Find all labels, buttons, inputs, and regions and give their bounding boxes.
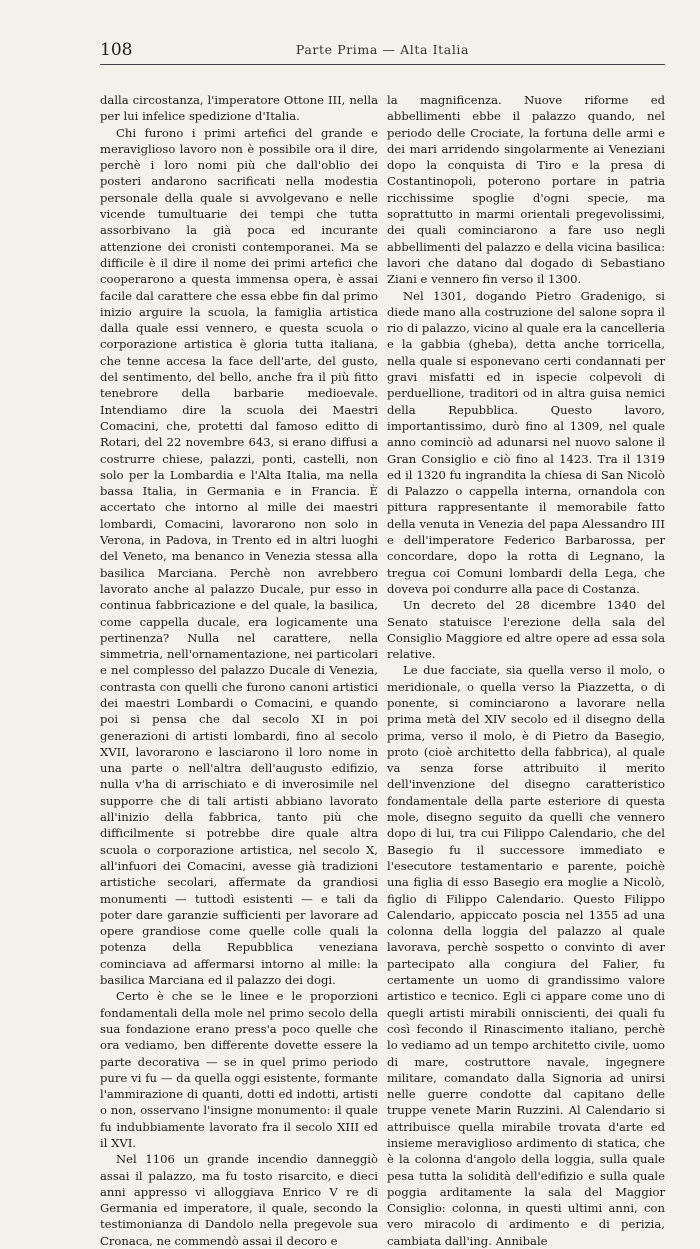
paragraph: Un decreto del 28 dicembre 1340 del Senato statuisce l'erezione della sala del Consiglio Maggiore ed altre opere ad essa sola relative. <box>387 598 665 662</box>
text-columns <box>100 92 665 1248</box>
paragraph: Nel 1301, dogando Pietro Gradenigo, si diede mano alla costruzione del salone sopra il rio di palazzo, vicino al quale era la cancelleria e la gabbia (gheba), detta anche torricella, nella quale si esponevano certi condannati per gravi misfatti ed in ispecie colpevoli di perduellione, traditori od in altra guisa nemici della Repubblica. Questo lavoro, importantissimo, durò fino al 1309, nel quale anno cominciò ad adunarsi nel nuovo salone il Gran Consiglio e ciò fino al 1423. Tra il 1319 ed il 1320 fu ingrandita la chiesa di San Nicolò di Palazzo o cappella interna, ornandola con pittura rappresentante il memorabile fatto della venuta in Venezia del papa Alessandro III e dell'imperatore Federico Barbarossa, per concordare, dopo la rotta di Legnano, la tregua coi Comuni lombardi della Lega, che doveva poi condurre alla pace di Costanza. <box>387 288 665 596</box>
page-number: 108 <box>100 40 133 60</box>
right-column <box>387 92 665 1248</box>
paragraph: Certo è che se le linee e le proporzioni fondamentali della mole nel primo secolo della sua fondazione erano press'a poco quelle che ora vediamo, ben differente dovette essere la parte decorativa — se in quel primo periodo pure vi fu — da quella oggi esistente, formante l'ammirazione di quanti, dotti ed indotti, artisti o non, osservano l'insigne monumento: il quale fu indubbiamente lavorato fra il secolo XIII ed il XVI. <box>100 989 378 1150</box>
paragraph: Le due facciate, sia quella verso il molo, o meridionale, o quella verso la Piazzetta, o di ponente, si cominciarono a lavorare nella prima metà del XIV secolo ed il disegno della prima, verso il molo, è di Pietro da Basegio, proto (cioè architetto della fabbrica), al quale va senza forse attribuito il merito dell'invenzione del disegno caratteristico fondamentale della parte esteriore di questa mole, disegno seguito da quelli che vennero dopo di lui, tra cui Filippo Calendario, che del Basegio fu il successore immediato e l'esecutore testamentario e parente, poichè una figlia di esso Basegio era moglie a Nicolò, figlio di Filippo Calendario. Questo Filippo Calendario, appiccato poscia nel 1355 ad una colonna della loggia del palazzo al quale lavorava, perchè sospetto o convinto di aver partecipato alla congiura del Falier, fu certamente un uomo di grandissimo valore artistico e tecnico. Egli ci appare come uno di quegli artisti mirabili onniscienti, dei quali fu così fecondo il Rinascimento italiano, perchè lo vediamo ad un tempo architetto civile, uomo di mare, costruttore navale, ingegnere militare, comandato dalla Signoria ad unirsi nelle guerre condotte dal capitano delle truppe venete Marin Ruzzini. Al Calendario si attribuisce quella mirabile trovata d'arte ed insieme meraviglioso ardimento di statica, che è la colonna d'angolo della loggia, sulla quale pesa tutta la solidità dell'edifizio e sulla quale poggia arditamente la sala del Maggior Consiglio: colonna, in questi ultimi anni, con vero miracolo di ardimento e di perizia, cambiata dall'ing. Annibale <box>387 663 665 1248</box>
page-header <box>100 40 665 65</box>
running-head: Parte Prima — Alta Italia <box>295 42 470 57</box>
paragraph: dalla circostanza, l'imperatore Ottone III, nella per lui infelice spedizione d'Italia. <box>100 93 378 124</box>
paragraph: Chi furono i primi artefici del grande e meraviglioso lavoro non è possibile ora il dire, perchè i loro nomi più che dall'oblio dei posteri andarono sacrificati nella modestia personale della quale si avvolgevano e nelle vicende tumultuarie dei tempi che tutta assorbivano la già poca ed incurante attenzione dei cronisti contemporanei. Ma se difficile è il dire il nome dei primi artefici che cooperarono a questa immensa opera, è assai facile dal carattere che essa ebbe fin dal primo inizio arguire la scuola, la famiglia artistica dalla quale essi vennero, e questa scuola o corporazione artistica è gloria tutta italiana, che tenne accesa la face dell'arte, del gusto, del sentimento, del bello, anche fra il più fitto tenebrore della barbarie medioevale. Intendiamo dire la scuola dei Maestri Comacini, che, protetti dal famoso editto di Rotari, del 22 novembre 643, si erano diffusi a costrurre chiese, palazzi, ponti, castelli, non solo per la Lombardia e l'Alta Italia, ma nella bassa Italia, in Germania e in Francia. È accertato che intorno al mille dei maestri lombardi, Comacini, lavorarono non solo in Verona, in Padova, in Trento ed in altri luoghi del Veneto, ma benanco in Venezia stessa alla basilica Marciana. Perchè non avrebbero lavorato anche al palazzo Ducale, pur esso in continua fabbricazione e del quale, la basilica, come cappella ducale, era logicamente una pertinenza? Nulla nel carattere, nella simmetria, nell'ornamentazione, nei particolari e nel complesso del palazzo Ducale di Venezia, contrasta con quelli che furono canoni artistici dei maestri Lombardi o Comacini, e quando poi si pensa che dal secolo XI in poi generazioni di artisti lombardi, fino al secolo XVII, lavorarono e lasciarono il loro nome in una parte o nell'altra dell'augusto edifizio, nulla v'ha di arrischiato e di inverosimile nel supporre che di tali artisti abbiano lavorato all'inizio della fabbrica, tanto più che difficilmente si potrebbe dire quale altra scuola o corporazione artistica, nel secolo X, all'infuori dei Comacini, avesse già tradizioni artistiche secolari, affermate da grandiosi monumenti — tuttodì esistenti — e tali da poter dare garanzie sufficienti per lavorare ad opere grandiose come quelle colle quali la potenza della Repubblica veneziana cominciava ad affermarsi intorno al mille: la basilica Marciana ed il palazzo dei dogi. <box>100 125 378 988</box>
left-column <box>100 92 378 1248</box>
paragraph: la magnificenza. Nuove riforme ed abbellimenti ebbe il palazzo quando, nel periodo delle Crociate, la fortuna delle armi e dei mari arridendo singolarmente ai Veneziani dopo la conquista di Tiro e la presa di Costantinopoli, poterono portare in patria ricchissime spoglie d'ogni specie, ma soprattutto in marmi orientali pregevolissimi, dei quali cominciarono a fare uso negli abbellimenti del palazzo e della vicina basilica: lavori che datano dal dogado di Sebastiano Ziani e vennero fin verso il 1300. <box>387 93 665 287</box>
paragraph: Nel 1106 un grande incendio danneggiò assai il palazzo, ma fu tosto risarcito, e dieci anni appresso vi alloggiava Enrico V re di Germania ed imperatore, il quale, secondo la testimonianza di Dandolo nella pregevole sua Cronaca, ne commendò assai il decoro e <box>100 1152 378 1248</box>
